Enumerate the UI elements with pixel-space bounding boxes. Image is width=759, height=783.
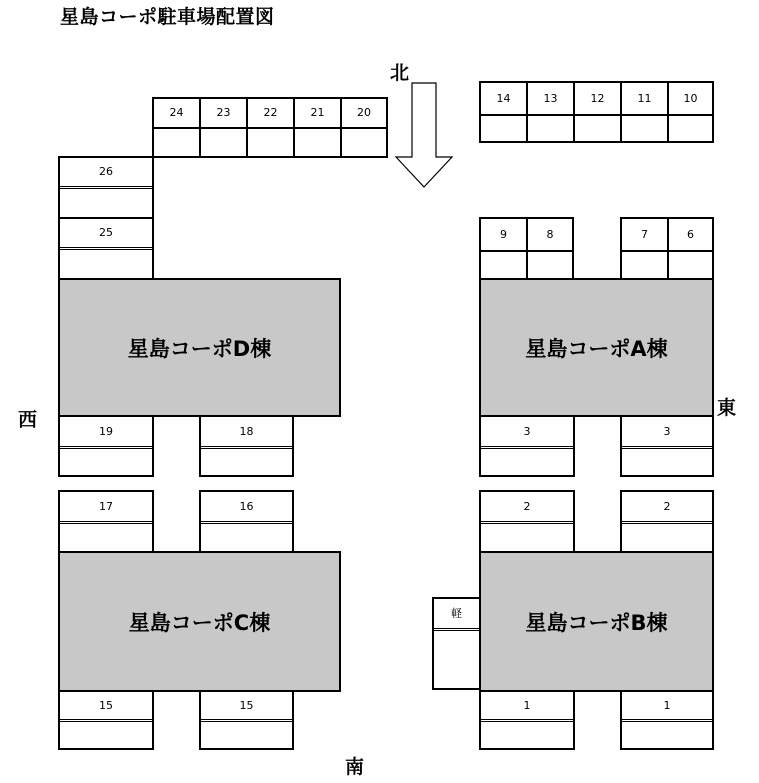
parking-slot-15b: 15 <box>199 690 294 750</box>
building-a: 星島コーポA棟 <box>479 278 714 417</box>
parking-slot-26: 26 <box>58 156 154 219</box>
south-label: 南 <box>345 756 365 778</box>
parking-slot-20: 20 <box>340 97 388 158</box>
east-label: 東 <box>717 397 737 419</box>
building-c: 星島コーポC棟 <box>58 551 341 692</box>
parking-slot-23: 23 <box>199 97 248 158</box>
west-label: 西 <box>18 409 38 431</box>
parking-slot-1b: 1 <box>620 690 714 750</box>
parking-slot-13: 13 <box>526 81 575 143</box>
down-arrow-icon <box>395 82 455 190</box>
parking-slot-3b: 3 <box>620 415 714 477</box>
parking-slot-21: 21 <box>293 97 342 158</box>
north-label: 北 <box>390 62 410 84</box>
parking-slot-6: 6 <box>667 217 714 280</box>
parking-slot-17: 17 <box>58 490 154 553</box>
parking-slot-2b: 2 <box>620 490 714 553</box>
parking-slot-kei: 軽 <box>432 597 481 690</box>
page-title: 星島コーポ駐車場配置図 <box>60 6 275 28</box>
parking-slot-18: 18 <box>199 415 294 477</box>
parking-slot-9: 9 <box>479 217 528 280</box>
parking-slot-24: 24 <box>152 97 201 158</box>
parking-slot-19: 19 <box>58 415 154 477</box>
parking-slot-16: 16 <box>199 490 294 553</box>
parking-slot-14: 14 <box>479 81 528 143</box>
building-b: 星島コーポB棟 <box>479 551 714 692</box>
parking-slot-10: 10 <box>667 81 714 143</box>
parking-slot-1a: 1 <box>479 690 575 750</box>
parking-slot-11: 11 <box>620 81 669 143</box>
parking-slot-15a: 15 <box>58 690 154 750</box>
parking-slot-2a: 2 <box>479 490 575 553</box>
building-d: 星島コーポD棟 <box>58 278 341 417</box>
parking-slot-8: 8 <box>526 217 574 280</box>
parking-slot-22: 22 <box>246 97 295 158</box>
parking-slot-12: 12 <box>573 81 622 143</box>
parking-slot-3a: 3 <box>479 415 575 477</box>
parking-slot-7: 7 <box>620 217 669 280</box>
parking-slot-25: 25 <box>58 217 154 280</box>
